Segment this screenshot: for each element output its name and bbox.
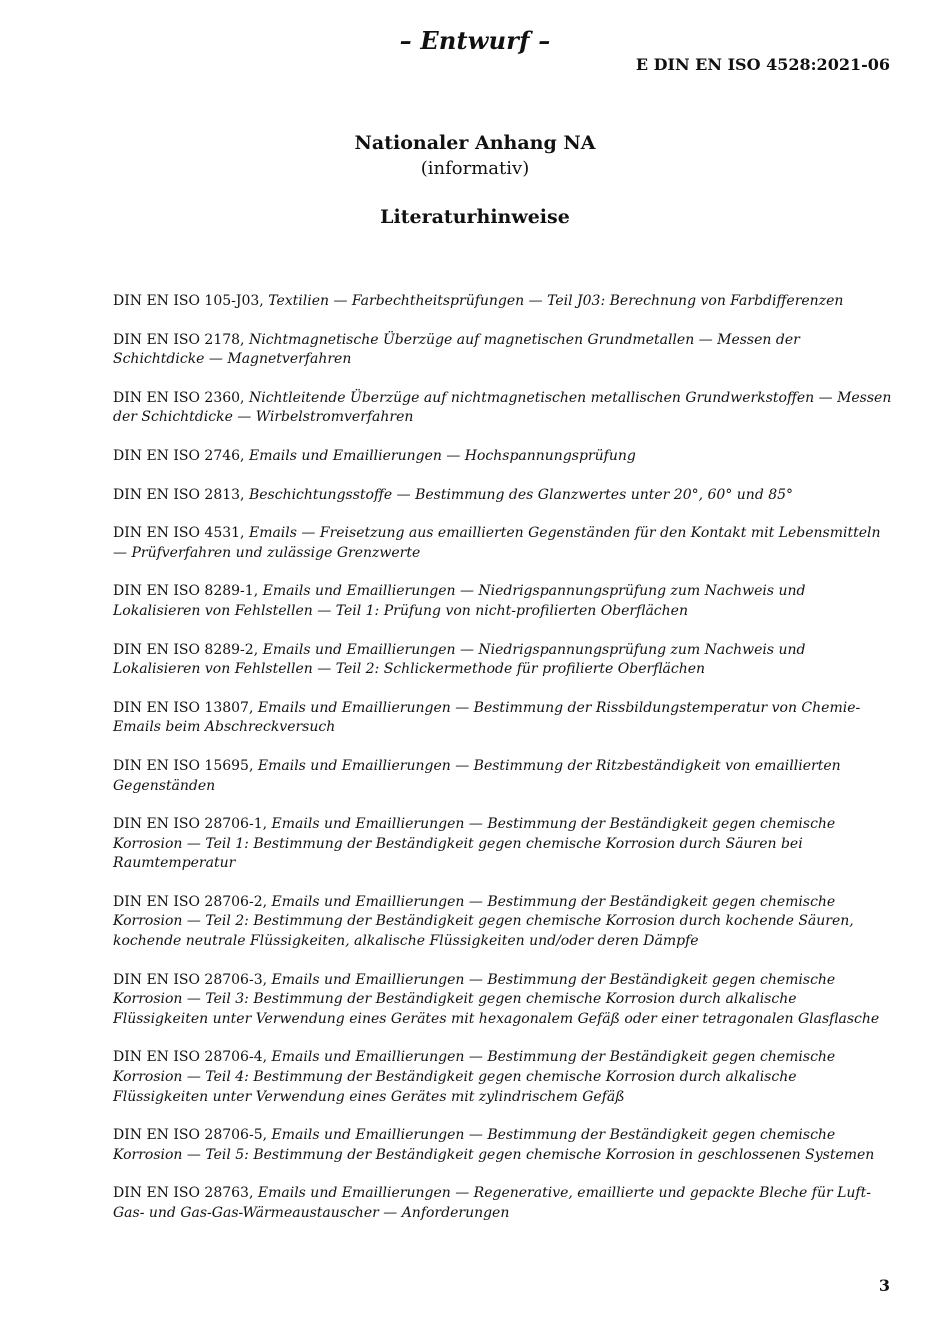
reference-title: Nichtleitende Überzüge auf nichtmagnetischen metallischen Grundwerkstoffen — Messen der Schichtdicke — Wirbelstromverfahren [113, 389, 892, 426]
reference-number: DIN EN ISO 8289-1, [113, 583, 259, 600]
reference-item [113, 641, 893, 680]
reference-number: DIN EN ISO 2360, [113, 389, 245, 406]
reference-title: Emails und Emaillierungen — Bestimmung der Ritzbeständigkeit von emaillierten Gegenständen [113, 757, 841, 794]
reference-title: Nichtmagnetische Überzüge auf magnetischen Grundmetallen — Messen der Schichtdicke — Magnetverfahren [113, 331, 800, 368]
reference-number: DIN EN ISO 2178, [113, 331, 245, 348]
reference-item [113, 1048, 893, 1107]
reference-title: Emails — Freisetzung aus emaillierten Gegenständen für den Kontakt mit Lebensmitteln — Prüfverfahren und zulässige Grenzwerte [113, 525, 881, 561]
reference-title: Emails und Emaillierungen — Bestimmung der Beständigkeit gegen chemische Korrosion — Teil 4: Bestimmung der Beständigkeit gegen chemische Korrosion durch alkalische Flüssigkeiten unter Verwendung eines Gerätes mit zylindrischem Gefäß [113, 1049, 836, 1105]
reference-item [113, 582, 893, 621]
draft-label: – Entwurf – [399, 26, 551, 55]
reference-number: DIN EN ISO 15695, [113, 757, 254, 774]
reference-title: Emails und Emaillierungen — Bestimmung der Rissbildungstemperatur von Chemie-Emails beim Abschreckversuch [113, 699, 861, 736]
section-title: Literaturhinweise [380, 206, 570, 228]
reference-title: Emails und Emaillierungen — Bestimmung der Beständigkeit gegen chemische Korrosion — Teil 2: Bestimmung der Beständigkeit gegen chemische Korrosion durch kochende Säuren, kochende neutrale Flüssigkeiten, alkalische Flüssigkeiten und/oder deren Dämpfe [113, 893, 854, 950]
page-number: 3 [878, 1276, 890, 1295]
reference-number: DIN EN ISO 13807, [113, 699, 254, 716]
reference-title: Emails und Emaillierungen — Niedrigspannungsprüfung zum Nachweis und Lokalisieren von Fehlstellen — Teil 2: Schlickermethode für profilierte Oberflächen [113, 641, 806, 678]
reference-title: Textilien — Farbechtheitsprüfungen — Teil J03: Berechnung von Farbdifferenzen [268, 293, 844, 309]
annex-title: Nationaler Anhang NA [354, 132, 596, 154]
reference-item [113, 699, 893, 738]
document-number: E DIN EN ISO 4528:2021-06 [635, 55, 890, 74]
reference-number: DIN EN ISO 8289-2, [113, 641, 259, 658]
reference-item [113, 893, 893, 952]
reference-title: Emails und Emaillierungen — Bestimmung der Beständigkeit gegen chemische Korrosion — Teil 3: Bestimmung der Beständigkeit gegen chemische Korrosion durch alkalische Flüssigkeiten unter Verwendung eines Gerätes mit hexagonalem Gefäß oder einer tetragonalen Glasflasche [113, 971, 880, 1027]
reference-title: Emails und Emaillierungen — Bestimmung der Beständigkeit gegen chemische Korrosion — Teil 1: Bestimmung der Beständigkeit gegen chemische Korrosion durch Säuren bei Raumtemperatur [113, 816, 836, 872]
reference-item [113, 971, 893, 1030]
reference-number: DIN EN ISO 105-J03, [113, 293, 264, 309]
reference-number: DIN EN ISO 2813, [113, 486, 245, 503]
reference-item [113, 447, 893, 467]
reference-item [113, 331, 893, 370]
reference-item [113, 486, 893, 506]
reference-title: Emails und Emaillierungen — Bestimmung der Beständigkeit gegen chemische Korrosion — Teil 5: Bestimmung der Beständigkeit gegen chemische Korrosion in geschlossenen Systemen [113, 1127, 875, 1163]
annex-subtitle: (informativ) [420, 158, 530, 179]
reference-item [113, 292, 893, 312]
reference-title: Emails und Emaillierungen — Hochspannungsprüfung [248, 447, 636, 464]
reference-number: DIN EN ISO 28706-2, [113, 893, 268, 910]
reference-number: DIN EN ISO 2746, [113, 447, 245, 464]
reference-list [113, 292, 893, 1243]
reference-item [113, 524, 893, 563]
reference-number: DIN EN ISO 28706-5, [113, 1127, 268, 1144]
reference-title: Beschichtungsstoffe — Bestimmung des Glanzwertes unter 20°, 60° und 85° [248, 486, 794, 503]
reference-item [113, 389, 893, 428]
reference-number: DIN EN ISO 28706-4, [113, 1049, 268, 1066]
reference-item [113, 1184, 893, 1223]
reference-item [113, 1126, 893, 1165]
reference-item [113, 815, 893, 874]
reference-number: DIN EN ISO 28706-1, [113, 816, 268, 833]
reference-number: DIN EN ISO 28763, [113, 1185, 254, 1202]
reference-number: DIN EN ISO 28706-3, [113, 971, 268, 988]
reference-title: Emails und Emaillierungen — Regenerative, emaillierte und gepackte Bleche für Luft-Gas- und Gas-Gas-Wärmeaustauscher — Anforderungen [113, 1185, 871, 1221]
reference-number: DIN EN ISO 4531, [113, 525, 245, 542]
reference-title: Emails und Emaillierungen — Niedrigspannungsprüfung zum Nachweis und Lokalisieren von Fehlstellen — Teil 1: Prüfung von nicht-profilierten Oberflächen [113, 583, 806, 619]
reference-item [113, 757, 893, 796]
